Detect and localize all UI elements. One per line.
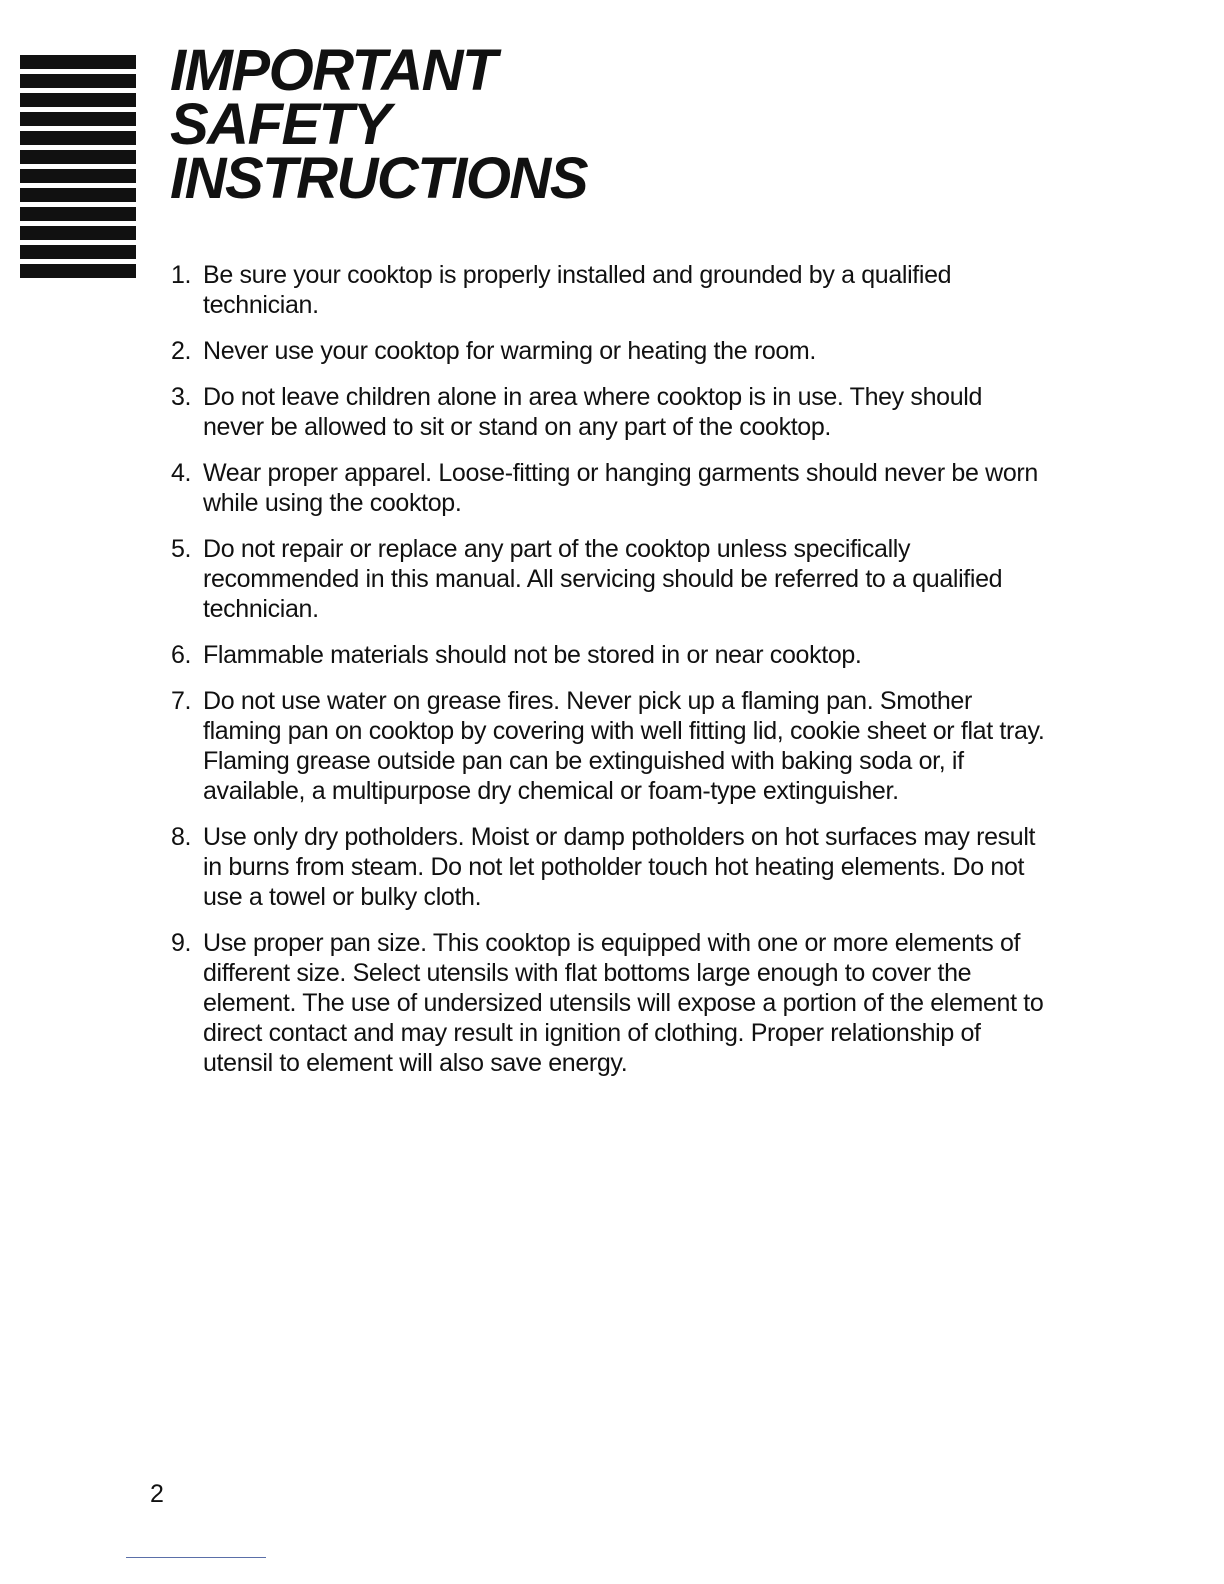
page-number: 2 [150, 1480, 164, 1508]
safety-instructions-list [168, 260, 1048, 1094]
instruction-text: Be sure your cooktop is properly installed and grounded by a qualified technician. [203, 261, 952, 319]
footer-rule [126, 1557, 266, 1558]
instruction-text: Do not repair or replace any part of the cooktop unless specifically recommended in this manual. All servicing should be referred to a qualified technician. [203, 535, 1003, 623]
instruction-item [168, 928, 1048, 1078]
section-marker-bar [20, 55, 136, 69]
instruction-number: 6. [171, 641, 192, 669]
instruction-number: 9. [171, 929, 192, 957]
section-marker-bar [20, 188, 136, 202]
instruction-number: 4. [171, 459, 192, 487]
title-line-3: INSTRUCTIONS [170, 146, 587, 211]
section-marker-bar [20, 150, 136, 164]
section-marker-bar [20, 93, 136, 107]
instruction-item [168, 458, 1048, 518]
instruction-text: Flammable materials should not be stored in or near cooktop. [203, 641, 862, 669]
title-line-2: SAFETY [170, 92, 390, 157]
section-marker-bar [20, 245, 136, 259]
instruction-text: Do not leave children alone in area where cooktop is in use. They should never be allowed to sit or stand on any part of the cooktop. [203, 383, 982, 441]
instruction-item [168, 336, 1048, 366]
section-marker-bar [20, 74, 136, 88]
title-line-1: IMPORTANT [170, 38, 496, 103]
instruction-number: 3. [171, 383, 192, 411]
instruction-number: 5. [171, 535, 192, 563]
section-marker-bar [20, 112, 136, 126]
instruction-item [168, 822, 1048, 912]
instruction-number: 1. [171, 261, 192, 289]
instruction-item [168, 260, 1048, 320]
instruction-item [168, 382, 1048, 442]
instruction-text: Do not use water on grease fires. Never pick up a flaming pan. Smother flaming pan on cooktop by covering with well fitting lid, cookie sheet or flat tray. Flaming grease outside pan can be extinguished with baking soda or, if available, a multipurpose dry chemical or foam-type extinguisher. [203, 687, 1045, 805]
instruction-item [168, 640, 1048, 670]
instruction-number: 2. [171, 337, 192, 365]
instruction-number: 7. [171, 687, 192, 715]
page-title [170, 38, 587, 211]
section-marker-bar [20, 226, 136, 240]
instruction-text: Never use your cooktop for warming or heating the room. [203, 337, 817, 365]
section-marker-bar [20, 131, 136, 145]
instruction-item [168, 686, 1048, 806]
instruction-number: 8. [171, 823, 192, 851]
section-marker-bar [20, 264, 136, 278]
instruction-text: Use proper pan size. This cooktop is equipped with one or more elements of different size. Select utensils with flat bottoms large enough to cover the element. The use of undersized utensils will expose a portion of the element to direct contact and may result in ignition of clothing. Proper relationship of utensil to element will also save energy. [203, 929, 1044, 1077]
section-marker-bars [20, 55, 136, 283]
instruction-item [168, 534, 1048, 624]
instruction-text: Wear proper apparel. Loose-fitting or hanging garments should never be worn while using the cooktop. [203, 459, 1038, 517]
section-marker-bar [20, 169, 136, 183]
section-marker-bar [20, 207, 136, 221]
instruction-text: Use only dry potholders. Moist or damp potholders on hot surfaces may result in burns from steam. Do not let potholder touch hot heating elements. Do not use a towel or bulky cloth. [203, 823, 1036, 911]
